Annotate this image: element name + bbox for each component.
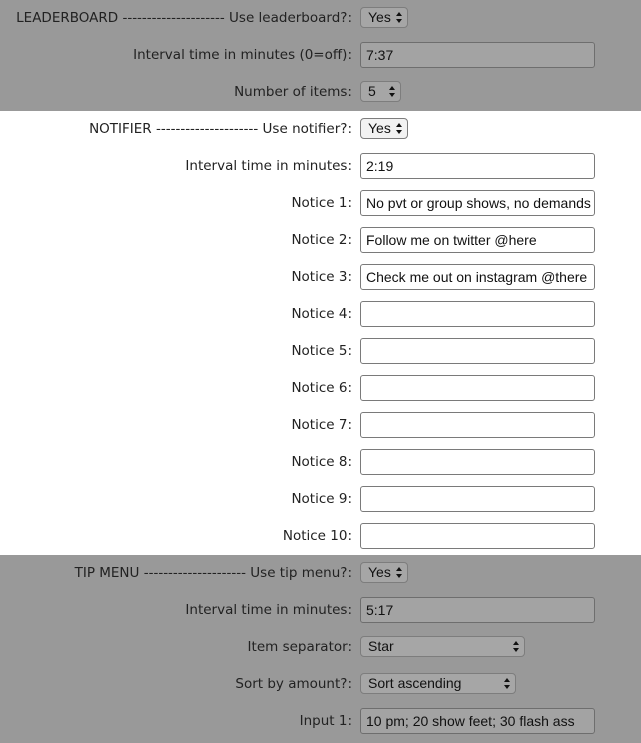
notice-6-input[interactable] [360, 375, 595, 401]
tipmenu-separator-value: Star [368, 638, 394, 654]
notice-label: Notice 5: [291, 343, 352, 359]
notice-row [0, 412, 641, 438]
notice-4-input[interactable] [360, 301, 595, 327]
notice-7-input[interactable] [360, 412, 595, 438]
tipmenu-input1-label: Input 1: [299, 713, 352, 729]
tipmenu-input1-row [0, 708, 641, 734]
tipmenu-separator-row [0, 634, 641, 660]
tipmenu-use-label: TIP MENU --------------------- Use tip menu?: [74, 565, 352, 581]
tipmenu-use-select[interactable] [360, 562, 408, 583]
notifier-interval-row [0, 153, 641, 179]
leaderboard-use-value: Yes [368, 9, 391, 25]
notice-row [0, 190, 641, 216]
tipmenu-separator-label: Item separator: [247, 639, 352, 655]
leaderboard-interval-input[interactable]: 7:37 [360, 42, 595, 68]
notice-row [0, 375, 641, 401]
notice-label: Notice 7: [291, 417, 352, 433]
notifier-section [0, 111, 641, 555]
tipmenu-section [0, 555, 641, 743]
notifier-interval-input[interactable]: 2:19 [360, 153, 595, 179]
leaderboard-interval-label: Interval time in minutes (0=off): [133, 47, 352, 63]
leaderboard-use-row [0, 5, 641, 31]
notice-row [0, 338, 641, 364]
notice-row [0, 264, 641, 290]
notice-label: Notice 3: [291, 269, 352, 285]
notice-label: Notice 8: [291, 454, 352, 470]
notifier-use-value: Yes [368, 120, 391, 136]
notice-10-input[interactable] [360, 523, 595, 549]
select-arrows-icon [396, 12, 402, 23]
notice-3-input[interactable]: Check me out on instagram @there [360, 264, 595, 290]
notice-5-input[interactable] [360, 338, 595, 364]
notice-row [0, 449, 641, 475]
tipmenu-use-row [0, 560, 641, 586]
leaderboard-items-label: Number of items: [234, 84, 352, 100]
tipmenu-input1-input[interactable]: 10 pm; 20 show feet; 30 flash ass [360, 708, 595, 734]
tipmenu-sort-label: Sort by amount?: [235, 676, 352, 692]
notifier-interval-label: Interval time in minutes: [185, 158, 352, 174]
notifier-use-row [0, 116, 641, 142]
leaderboard-use-select[interactable] [360, 7, 408, 28]
notice-label: Notice 10: [282, 528, 352, 544]
select-arrows-icon [513, 641, 519, 652]
leaderboard-items-row [0, 79, 641, 105]
select-arrows-icon [389, 86, 395, 97]
tipmenu-sort-select[interactable] [360, 673, 516, 694]
tipmenu-interval-label: Interval time in minutes: [185, 602, 352, 618]
notice-8-input[interactable] [360, 449, 595, 475]
notice-label: Notice 4: [291, 306, 352, 322]
tipmenu-interval-row [0, 597, 641, 623]
notice-row [0, 486, 641, 512]
leaderboard-items-select[interactable] [360, 81, 401, 102]
tipmenu-interval-input[interactable]: 5:17 [360, 597, 595, 623]
notice-label: Notice 2: [291, 232, 352, 248]
tipmenu-separator-select[interactable] [360, 636, 525, 657]
select-arrows-icon [396, 123, 402, 134]
tipmenu-sort-value: Sort ascending [368, 675, 462, 691]
notice-label: Notice 9: [291, 491, 352, 507]
notice-1-input[interactable]: No pvt or group shows, no demands [360, 190, 595, 216]
leaderboard-items-value: 5 [368, 83, 376, 99]
notice-2-input[interactable]: Follow me on twitter @here [360, 227, 595, 253]
leaderboard-interval-row [0, 42, 641, 68]
notice-row [0, 227, 641, 253]
leaderboard-use-label: LEADERBOARD --------------------- Use leaderboard?: [16, 10, 352, 26]
notice-label: Notice 6: [291, 380, 352, 396]
select-arrows-icon [396, 567, 402, 578]
tipmenu-sort-row [0, 671, 641, 697]
notice-row [0, 523, 641, 549]
notice-9-input[interactable] [360, 486, 595, 512]
select-arrows-icon [504, 678, 510, 689]
notifier-use-select[interactable] [360, 118, 408, 139]
tipmenu-use-value: Yes [368, 564, 391, 580]
notifier-use-label: NOTIFIER --------------------- Use notifier?: [89, 121, 352, 137]
notice-label: Notice 1: [291, 195, 352, 211]
notice-row [0, 301, 641, 327]
leaderboard-section [0, 0, 641, 111]
